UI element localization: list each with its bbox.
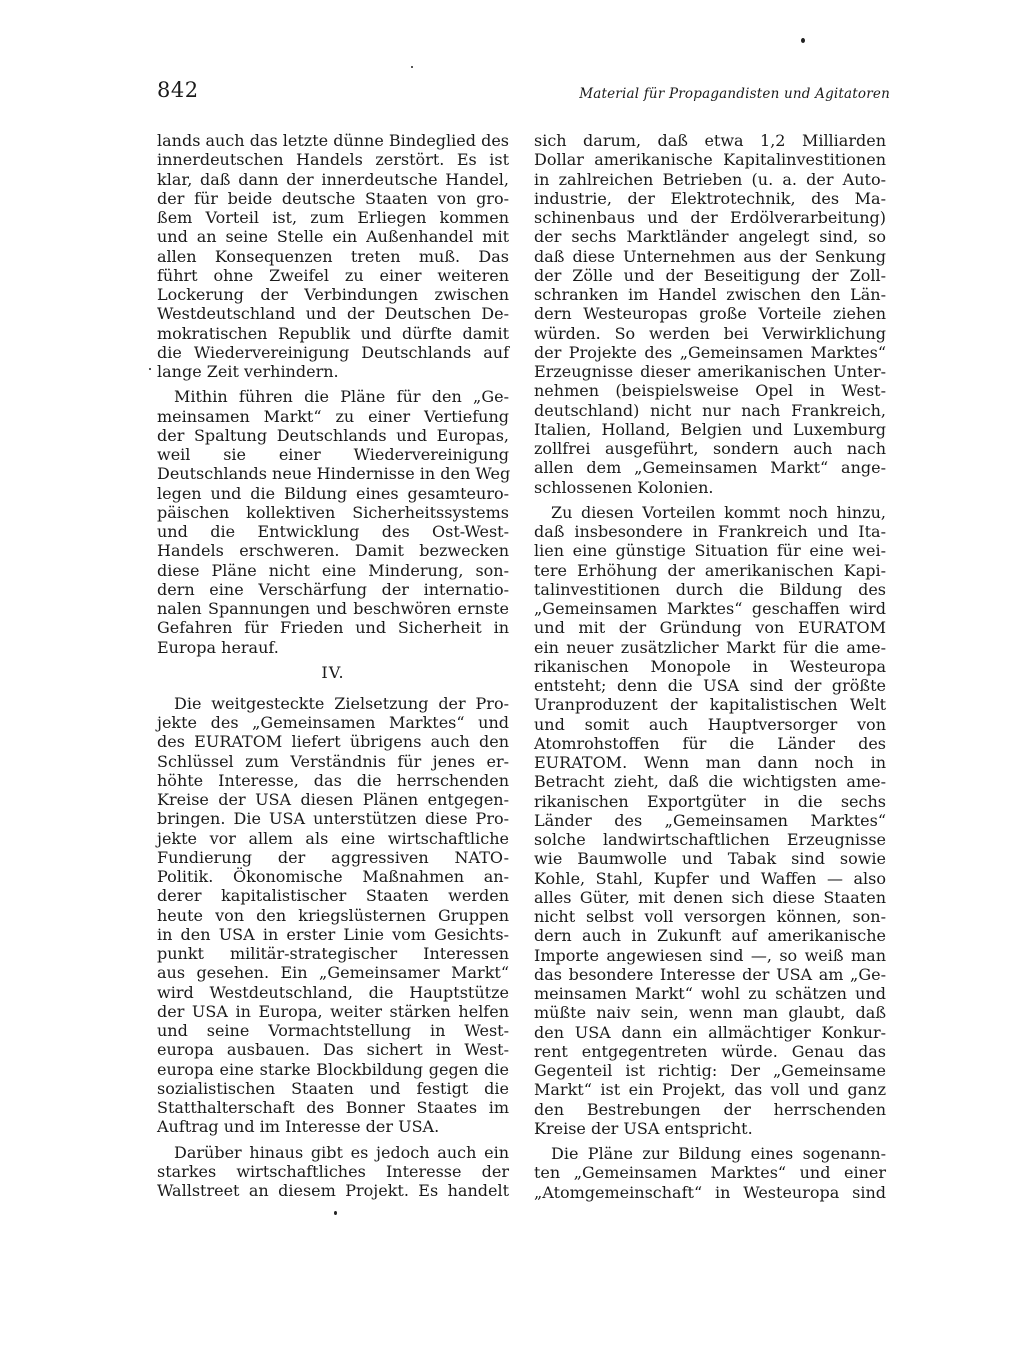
text-line: den Bestrebungen der herrschenden (534, 1099, 886, 1119)
text-line: und seine Vormachtstellung in West- (157, 1021, 509, 1040)
text-line: Wallstreet an diesem Projekt. Es handelt (157, 1181, 509, 1200)
text-line: nicht selbst voll versorgen können, son- (534, 907, 886, 926)
text-line: tere Erhöhung der amerikanischen Kapi- (534, 560, 886, 580)
text-line: „Gemeinsamen Marktes“ geschaffen wird (534, 599, 886, 618)
text-line: Auftrag und im Interesse der USA. (157, 1117, 440, 1137)
text-line: allen Konsequenzen treten muß. Das (157, 246, 509, 266)
left-column (157, 131, 509, 1206)
text-line: weil sie einer Wiedervereinigung (157, 445, 509, 464)
text-line: das besondere Interesse der USA am „Ge- (534, 964, 886, 984)
text-line: derer kapitalistischer Staaten werden (157, 886, 509, 906)
text-line: schranken im Handel zwischen den Län- (534, 285, 886, 304)
text-line: der Zölle und der Beseitigung der Zoll- (534, 265, 886, 285)
text-line: Mithin führen die Pläne für den „Ge- (174, 387, 509, 407)
text-line: müßte naiv sein, wenn man glaubt, daß (534, 1003, 886, 1023)
text-line: Gegenteil ist richtig: Der „Gemeinsame (534, 1061, 886, 1080)
text-line: die Wiedervereinigung Deutschlands auf (157, 342, 509, 362)
text-line: EURATOM. Wenn man dann noch in (534, 753, 886, 772)
text-line: legen und die Bildung eines gesamteuro- (157, 483, 509, 503)
text-line: Politik. Ökonomische Maßnahmen an- (157, 867, 509, 886)
text-line: Italien, Holland, Belgien und Luxemburg (534, 419, 886, 439)
text-line: dern auch in Zukunft auf amerikanische (534, 926, 886, 946)
running-head: Material für Propagandisten und Agitatoren (579, 86, 890, 102)
text-line: klar, daß dann der innerdeutsche Handel, (157, 169, 509, 189)
text-line: heute von den kriegslüsternen Gruppen (157, 905, 509, 925)
text-line: ßem Vorteil ist, zum Erliegen kommen (157, 208, 509, 227)
text-line: allen dem „Gemeinsamen Markt“ ange- (534, 458, 886, 478)
text-line: und mit der Gründung von EURATOM (534, 618, 886, 638)
right-paragraph-2 (534, 503, 886, 1138)
text-line: der sechs Marktländer angelegt sind, so (534, 227, 886, 247)
text-line: dern Westeuropas große Vorteile ziehen (534, 304, 886, 324)
text-line: den USA dann ein allmächtiger Konkur- (534, 1022, 886, 1042)
text-line: zollfrei ausgeführt, sondern auch nach (534, 439, 886, 458)
text-line: rikanischen Monopole in Westeuropa (534, 656, 886, 676)
text-line: lange Zeit verhindern. (157, 362, 339, 381)
text-line: des EURATOM liefert übrigens auch den (157, 732, 509, 752)
text-line: Darüber hinaus gibt es jedoch auch ein (174, 1142, 509, 1162)
right-paragraph-1 (534, 131, 886, 497)
text-line: deutschland) nicht nur nach Frankreich, (534, 400, 886, 420)
text-line: und die Entwicklung des Ost-West- (157, 522, 509, 541)
left-paragraph-1 (157, 131, 509, 381)
text-line: Die weitgesteckte Zielsetzung der Pro- (174, 693, 509, 713)
text-line: Dollar amerikanische Kapitalinvestitionen (534, 150, 886, 170)
text-line: Kreise der USA entspricht. (534, 1118, 753, 1138)
text-line: der USA in Europa, weiter stärken helfen (157, 1001, 509, 1021)
text-line: führt ohne Zweifel zu einer weiteren (157, 265, 509, 285)
text-line: sozialistischen Staaten und festigt die (157, 1078, 509, 1098)
text-line: schinenbaus und der Erdölverarbeitung) (534, 208, 886, 227)
text-line: bringen. Die USA unterstützen diese Pro- (157, 809, 509, 829)
text-line: „Atomgemeinschaft“ in Westeuropa sind (534, 1182, 886, 1202)
text-line: Deutschlands neue Hindernisse in den Weg (157, 464, 511, 484)
text-line: rikanischen Exportgüter in die sechs (534, 791, 886, 811)
section-heading: IV. (321, 662, 345, 682)
scan-speck (149, 368, 151, 370)
text-line: Handels erschweren. Damit bezwecken (157, 541, 509, 561)
text-line: Erzeugnisse dieser amerikanischen Unter- (534, 362, 886, 381)
text-line: Atomrohstoffen für die Länder des (534, 733, 886, 753)
scan-speck (411, 66, 413, 68)
text-line: rent entgegentreten würde. Genau das (534, 1041, 886, 1061)
text-line: wird Westdeutschland, die Hauptstütze (157, 982, 509, 1002)
text-line: päischen kollektiven Sicherheitssystems (157, 502, 509, 522)
text-line: in den USA in erster Linie vom Gesichts- (157, 924, 509, 944)
text-line: mokratischen Republik und dürfte damit (157, 323, 509, 343)
right-paragraph-3 (534, 1144, 886, 1202)
text-line: Zu diesen Vorteilen kommt noch hinzu, (551, 502, 886, 522)
text-line: aus gesehen. Ein „Gemeinsamer Markt“ (157, 963, 509, 983)
text-line: alles Güter, mit denen sich diese Staaten (534, 887, 886, 907)
text-line: jekte des „Gemeinsamen Marktes“ und (157, 713, 509, 732)
text-line: Fundierung der aggressiven NATO- (157, 847, 509, 867)
text-line: europa eine starke Blockbildung gegen die (157, 1059, 509, 1079)
text-line: sich darum, daß etwa 1,2 Milliarden (534, 131, 886, 150)
text-line: in zahlreichen Betrieben (u. a. der Auto- (534, 169, 886, 189)
page-number: 842 (157, 78, 199, 102)
text-line: schlossenen Kolonien. (534, 477, 714, 497)
text-line: diese Pläne nicht eine Minderung, son- (157, 560, 509, 580)
text-line: industrie, der Elektrotechnik, des Ma- (534, 188, 886, 208)
text-line: Kohle, Stahl, Kupfer und Waffen — also (534, 868, 886, 888)
text-line: nalen Spannungen und beschwören ernste (157, 599, 509, 618)
text-line: Uranproduzent der kapitalistischen Welt (534, 695, 886, 715)
text-line: Schlüssel zum Verständnis für jenes er- (157, 751, 509, 771)
text-line: Importe angewiesen sind —, so weiß man (534, 945, 886, 965)
text-line: talinvestitionen durch die Bildung des (534, 579, 886, 599)
text-line: würden. So werden bei Verwirklichung (534, 323, 886, 343)
text-line: solche landwirtschaftlichen Erzeugnisse (534, 830, 886, 849)
text-line: daß diese Unternehmen aus der Senkung (534, 246, 886, 266)
scan-speck (334, 1211, 337, 1215)
text-line: Lockerung der Verbindungen zwischen (157, 285, 509, 304)
text-line: dern eine Verschärfung der internatio- (157, 579, 509, 599)
text-line: Statthalterschaft des Bonner Staates im (157, 1098, 509, 1117)
text-line: Westdeutschland und der Deutschen De- (157, 304, 509, 324)
text-line: ten „Gemeinsamen Marktes“ und einer (534, 1163, 886, 1183)
text-line: höhte Interesse, das die herrschenden (157, 770, 509, 790)
left-paragraph-3 (157, 694, 509, 1137)
text-line: Europa herauf. (157, 637, 279, 657)
left-paragraph-2 (157, 387, 509, 657)
text-line: und an seine Stelle ein Außenhandel mit (157, 227, 509, 247)
text-line: punkt militär-strategischer Interessen (157, 944, 509, 963)
right-column (534, 131, 886, 1208)
scan-speck (801, 38, 805, 43)
text-line: nehmen (beispielsweise Opel in West- (534, 381, 886, 401)
text-line: ein neuer zusätzlicher Markt für die ame- (534, 637, 886, 657)
text-line: der Spaltung Deutschlands und Europas, (157, 425, 509, 445)
text-line: Länder des „Gemeinsamen Marktes“ (534, 810, 886, 830)
text-line: und somit auch Hauptversorger von (534, 714, 886, 734)
text-line: daß insbesondere in Frankreich und Ita- (534, 522, 886, 541)
text-line: innerdeutschen Handels zerstört. Es ist (157, 150, 509, 170)
text-line: der Projekte des „Gemeinsamen Marktes“ (534, 342, 886, 362)
text-line: lien eine günstige Situation für eine wei- (534, 541, 886, 561)
text-line: Gefahren für Frieden und Sicherheit in (157, 618, 509, 638)
text-line: europa ausbauen. Das sichert in West- (157, 1040, 509, 1060)
text-line: wie Baumwolle und Tabak sind sowie (534, 849, 886, 869)
text-line: Die Pläne zur Bildung eines sogenann- (551, 1144, 886, 1163)
text-line: lands auch das letzte dünne Bindeglied des (157, 131, 509, 150)
text-line: Markt“ ist ein Projekt, das voll und ganz (534, 1080, 886, 1100)
text-line: Kreise der USA diesen Plänen entgegen- (157, 790, 509, 809)
text-line: Betracht zieht, daß die wichtigsten ame- (534, 772, 886, 792)
text-line: jekte vor allem als eine wirtschaftliche (157, 828, 509, 848)
left-paragraph-4 (157, 1143, 509, 1201)
text-line: der für beide deutsche Staaten von gro- (157, 188, 509, 208)
text-line: entsteht; denn die USA sind der größte (534, 676, 886, 695)
text-line: meinsamen Markt“ wohl zu schätzen und (534, 984, 886, 1003)
text-line: meinsamen Markt“ zu einer Vertiefung (157, 406, 509, 426)
text-line: starkes wirtschaftliches Interesse der (157, 1161, 509, 1181)
